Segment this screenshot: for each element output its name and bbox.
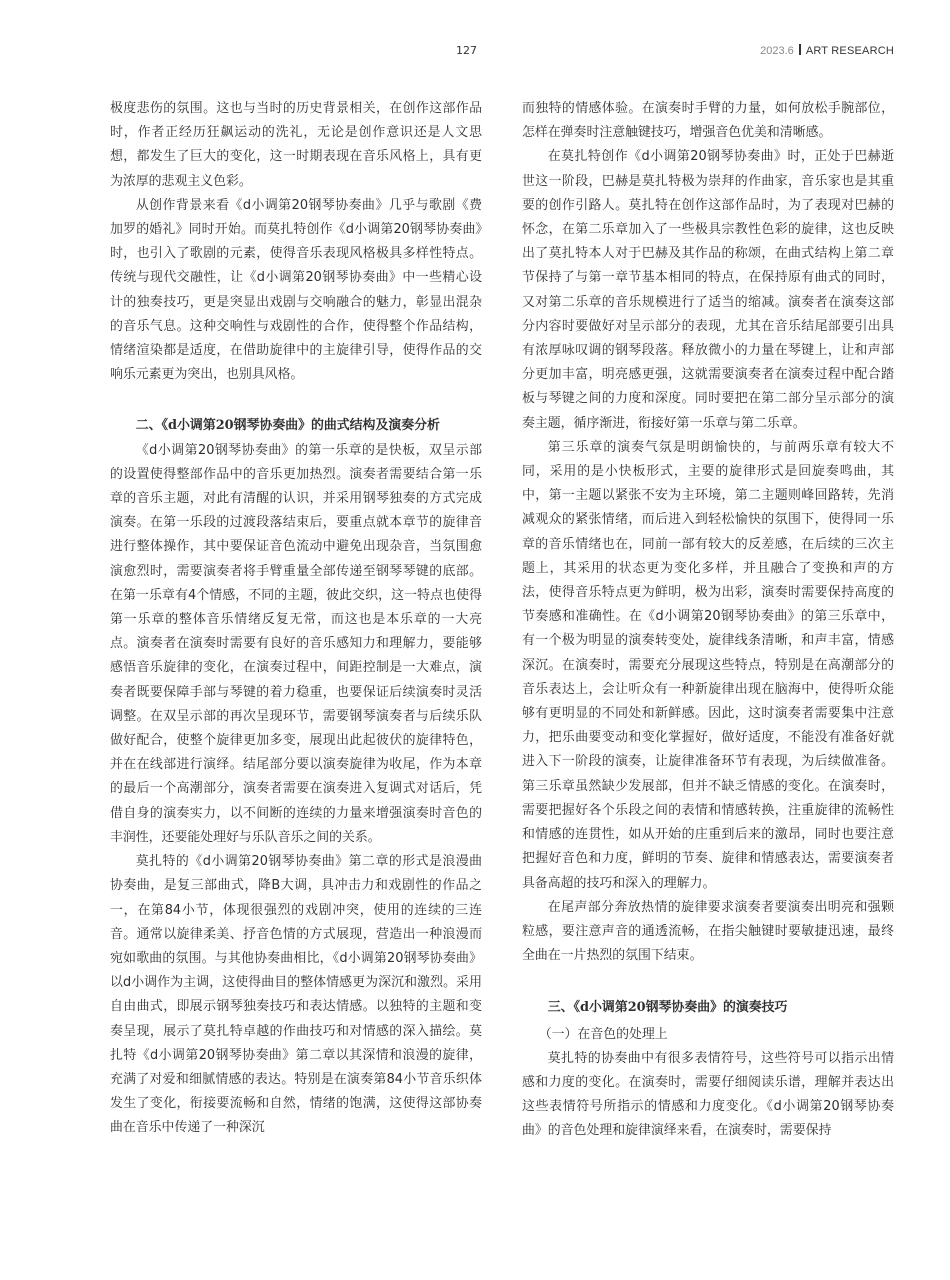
section-heading: 二、《d小调第20钢琴协奏曲》的曲式结构及演奏分析: [135, 418, 440, 434]
paragraph: 极度悲伤的氛围。这也与当时的历史背景相关，在创作这部作品时，作者正经历狂飙运动的洗礼，无论是创作意识还是人文思想，都发生了巨大的变化，这一时期表现在音乐风格上，具有更为浓厚的悲观主义色彩。: [110, 101, 482, 189]
paragraph: 从创作背景来看《d小调第20钢琴协奏曲》几乎与歌剧《费加罗的婚礼》同时开始。而莫扎特创作《d小调第20钢琴协奏曲》时，也引入了歌剧的元素，使得音乐表现风格极具多样性特点。传统与现代交融性，让《d小调第20钢琴协奏曲》中一些精心设计的独奏技巧，更是突显出戏剧与交响融合的魅力，彰显出混杂的音乐气息。这种交响性与戏剧性的合作，使得整个作品结构，情绪渲染都是适度，在借助旋律中的主旋律引导，使得作品的交响乐元素更为突出，也别具风格。: [110, 197, 482, 383]
separator-bar: [799, 44, 801, 55]
paragraph: 莫扎特的《d小调第20钢琴协奏曲》第二章的形式是浪漫曲协奏曲，是复三部曲式，降B大调，具冲击力和戏剧性的作品之一，在第84小节，体现很强烈的戏剧冲突，使用的连续的三连音。通常以旋律柔美、抒音色情的方式展现，营造出一种浪漫而宛如歌曲的氛围。与其他协奏曲相比，《d小调第20钢琴协奏曲》以d小调作为主调，这使得曲目的整体情感更为深沉和激烈。采用自由曲式，即展示钢琴独奏技巧和表达情感。以独特的主题和变奏呈现，展示了莫扎特卓越的作曲技巧和对情感的深入描绘。莫扎特《d小调第20钢琴协奏曲》第二章以其深情和浪漫的旋律，充满了对爱和细腻情感的表达。特别是在演奏第84小节音乐织体发生了变化，衔接要流畅和自然，情绪的饱满，这使得这部协奏曲在音乐中传递了一种深沉: [110, 854, 482, 1136]
journal-info: [760, 44, 894, 57]
paragraph: 莫扎特的协奏曲中有很多表情符号，这些符号可以指示出情感和力度的变化。在演奏时，需要仔细阅读乐谱，理解并表达出这些表情符号所指示的情感和力度变化。《d小调第20钢琴协奏曲》的音色处理和旋律演绎来看，在演奏时，需要保持: [522, 1050, 894, 1139]
spacer: [110, 387, 482, 414]
paragraph: 在尾声部分奔放热情的旋律要求演奏者要演奏出明亮和强颗粒感，要注意声音的通透流畅，在指尖触键时要敏捷迅速，最终全曲在一片热烈的氛围下结束。: [522, 899, 894, 964]
spacer: [522, 968, 894, 996]
page-number: 127: [456, 44, 477, 57]
right-column: [522, 97, 894, 1144]
paragraph: 《d小调第20钢琴协奏曲》的第一乐章的是快板，双呈示部的设置使得整部作品中的音乐更加热烈。演奏者需要结合第一乐章的音乐主题，对此有清醒的认识，并采用钢琴独奏的方式完成演奏。在第一乐段的过渡段落结束后，要重点就本章节的旋律音进行整体操作，其中要保证音色流动中避免出现杂音，当氛围愈演愈烈时，需要演奏者将手臂重量全部传递至钢琴琴键的底部。在第一乐章有4个情感，不同的主题，彼此交织，这一特点也使得第一乐章的整体音乐情绪反复无常，而这也是本乐章的一大亮点。演奏者在演奏时需要有良好的音乐感知力和理解力，要能够感悟音乐旋律的变化，在演奏过程中，间距控制是一大难点，演奏者既要保障手部与琴键的着力稳重，也要保证后续演奏时灵活调整。在双呈示部的再次呈现环节，需要钢琴演奏者与后续乐队做好配合，使整个旋律更加多变，展现出此起彼伏的旋律特色，并在在线部进行演绎。结尾部分要以演奏旋律为收尾，作为本章的最后一个高潮部分，演奏者需要在演奏进入复调式对话后，凭借自身的演奏实力，以不间断的连续的力量来增强演奏时音色的丰润性，还要能处理好与乐队音乐之间的关系。: [110, 442, 482, 845]
subsection-heading: （一）在音色的处理上: [538, 1026, 668, 1042]
section-heading: 三、《d小调第20钢琴协奏曲》的演奏技巧: [547, 1000, 788, 1016]
left-column: [110, 97, 482, 1141]
paragraph: 在莫扎特创作《d小调第20钢琴协奏曲》时，正处于巴赫逝世这一阶段，巴赫是莫扎特极为崇拜的作曲家，音乐家也是其重要的创作引路人。莫扎特在创作这部作品时，为了表现对巴赫的怀念，在第二乐章加入了一些极具宗教性色彩的旋律，这也反映出了莫扎特本人对于巴赫及其作品的称颂，在曲式结构上第二章节保持了与第一章节基本相同的特点，在保持原有曲式的同时，又对第二乐章的音乐规模进行了适当的缩减。演奏者在演奏这部分内容时要做好对呈示部分的表现，尤其在音乐结尾部要引出具有浓厚咏叹调的钢琴段落。释放微小的力量在琴键上，让和声部分更加丰富，明亮感更强，这就需要演奏者在演奏过程中配合踏板与琴键之间的力度和深度。同时要把在第二部分呈示部分的演奏主题，循序渐进，衔接好第一乐章与第二乐章。: [522, 149, 894, 431]
page-header: [0, 44, 950, 64]
paragraph: 而独特的情感体验。在演奏时手臂的力量，如何放松手腕部位，怎样在弹奏时注意触键技巧，增强音色优美和清晰感。: [522, 101, 894, 141]
journal-name: ART RESEARCH: [805, 45, 894, 57]
issue-date: 2023.6: [760, 45, 794, 57]
paragraph: 第三乐章的演奏气氛是明朗愉快的，与前两乐章有较大不同，采用的是小快板形式，主要的旋律形式是回旋奏鸣曲，其中，第一主题以紧张不安为主环境，第二主题则峰回路转，先消减观众的紧张情绪，而后进入到轻松愉快的氛围下，使得同一乐章的音乐情绪也在，同前一部有较大的反差感，在后续的三次主题上，其采用的状态更为变化多样，并且融合了变换和声的方法，使得音乐特点更为鲜明，极为出彩，演奏时需要保持高度的节奏感和准确性。在《d小调第20钢琴协奏曲》的第三乐章中，有一个极为明显的演奏转变处，旋律线条清晰，和声丰富，情感深沉。在演奏时，需要充分展现这些特点，特别是在高潮部分的音乐表达上，会让听众有一种新旋律出现在脑海中，使得听众能够有更明显的不同处和新鲜感。因此，这时演奏者需要集中注意力，把乐曲要变动和变化掌握好，做好适度，不能没有准备好就进入下一阶段的演奏，让旋律准备环节有表现，为后续做准备。第三乐章虽然缺少发展部，但并不缺乏情感的变化。在演奏时，需要把握好各个乐段之间的表情和情感转换，注重旋律的流畅性和情感的连贯性，如从开始的庄重到后来的激昂，同时也要注意把握好音色和力度，鲜明的节奏、旋律和情感表达，需要演奏者具备高超的技巧和深入的理解力。: [522, 439, 894, 891]
